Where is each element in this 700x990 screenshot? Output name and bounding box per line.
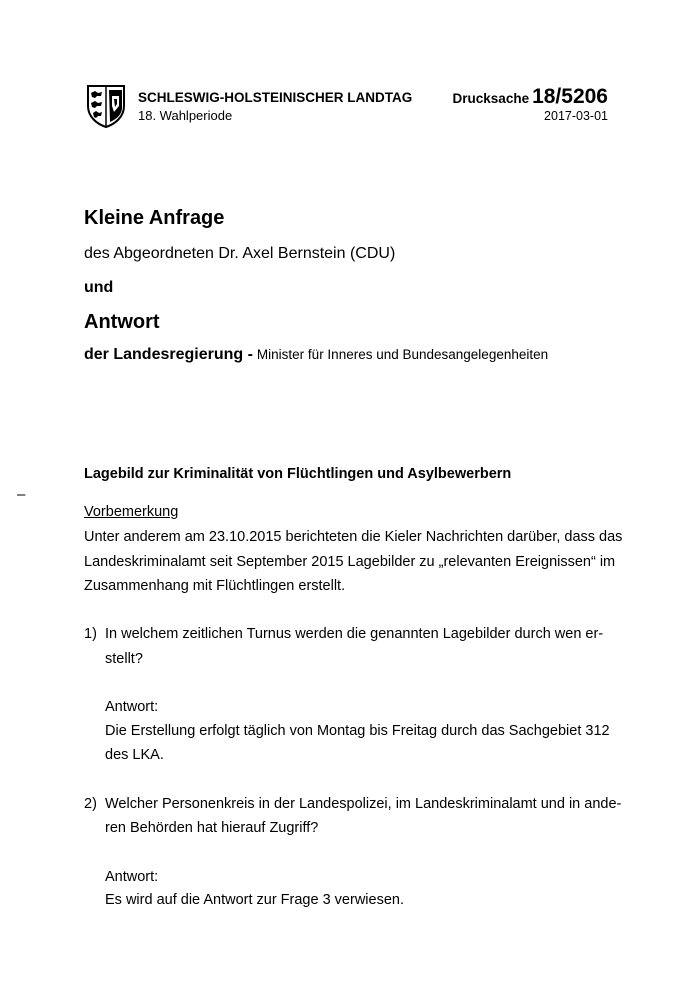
landesregierung-ministry: Minister für Inneres und Bundesangelegenheiten <box>256 347 549 362</box>
legislative-period: 18. Wahlperiode <box>138 108 233 123</box>
answer-label: Antwort: <box>105 869 159 885</box>
vorbemerkung-line: Zusammenhang mit Flüchtlingen erstellt. <box>84 578 346 594</box>
coat-of-arms-icon <box>86 84 126 128</box>
question-number: 2) <box>84 796 97 812</box>
answer-label: Antwort: <box>105 699 159 715</box>
question-line: ren Behörden hat hierauf Zugriff? <box>105 820 319 836</box>
title-landesregierung <box>84 346 548 364</box>
document-date: 2017-03-01 <box>544 109 608 123</box>
parliament-name: SCHLESWIG-HOLSTEINISCHER LANDTAG <box>138 90 413 105</box>
vorbemerkung-line: Unter anderem am 23.10.2015 berichteten die Kieler Nachrichten darüber, dass das <box>84 529 623 545</box>
margin-mark: – <box>17 486 26 503</box>
subject-heading: Lagebild zur Kriminalität von Flüchtlingen und Asylbewerbern <box>84 466 512 482</box>
question-number: 1) <box>84 626 97 642</box>
question-line: stellt? <box>105 651 143 667</box>
title-antwort: Antwort <box>84 311 160 333</box>
title-und: und <box>84 279 114 296</box>
answer-line: Die Erstellung erfolgt täglich von Montag bis Freitag durch das Sachgebiet 312 <box>105 723 610 739</box>
vorbemerkung-line: Landeskriminalamt seit September 2015 Lagebilder zu „relevanten Ereignissen“ im <box>84 554 616 570</box>
vorbemerkung-heading: Vorbemerkung <box>84 504 179 520</box>
question-line: In welchem zeitlichen Turnus werden die genannten Lagebilder durch wen er- <box>105 626 604 642</box>
landesregierung-bold: der Landesregierung - <box>84 346 253 363</box>
title-kleine-anfrage: Kleine Anfrage <box>84 207 225 229</box>
doc-label-text: Drucksache <box>452 91 530 106</box>
doc-number: 18/5206 <box>532 85 608 108</box>
question-line: Welcher Personenkreis in der Landespolizei, im Landeskriminalamt und in ande- <box>105 796 622 812</box>
answer-line: Es wird auf die Antwort zur Frage 3 verwiesen. <box>105 892 404 908</box>
title-abgeordneten: des Abgeordneten Dr. Axel Bernstein (CDU) <box>84 245 396 262</box>
answer-line: des LKA. <box>105 747 164 763</box>
document-number-label <box>453 85 608 109</box>
